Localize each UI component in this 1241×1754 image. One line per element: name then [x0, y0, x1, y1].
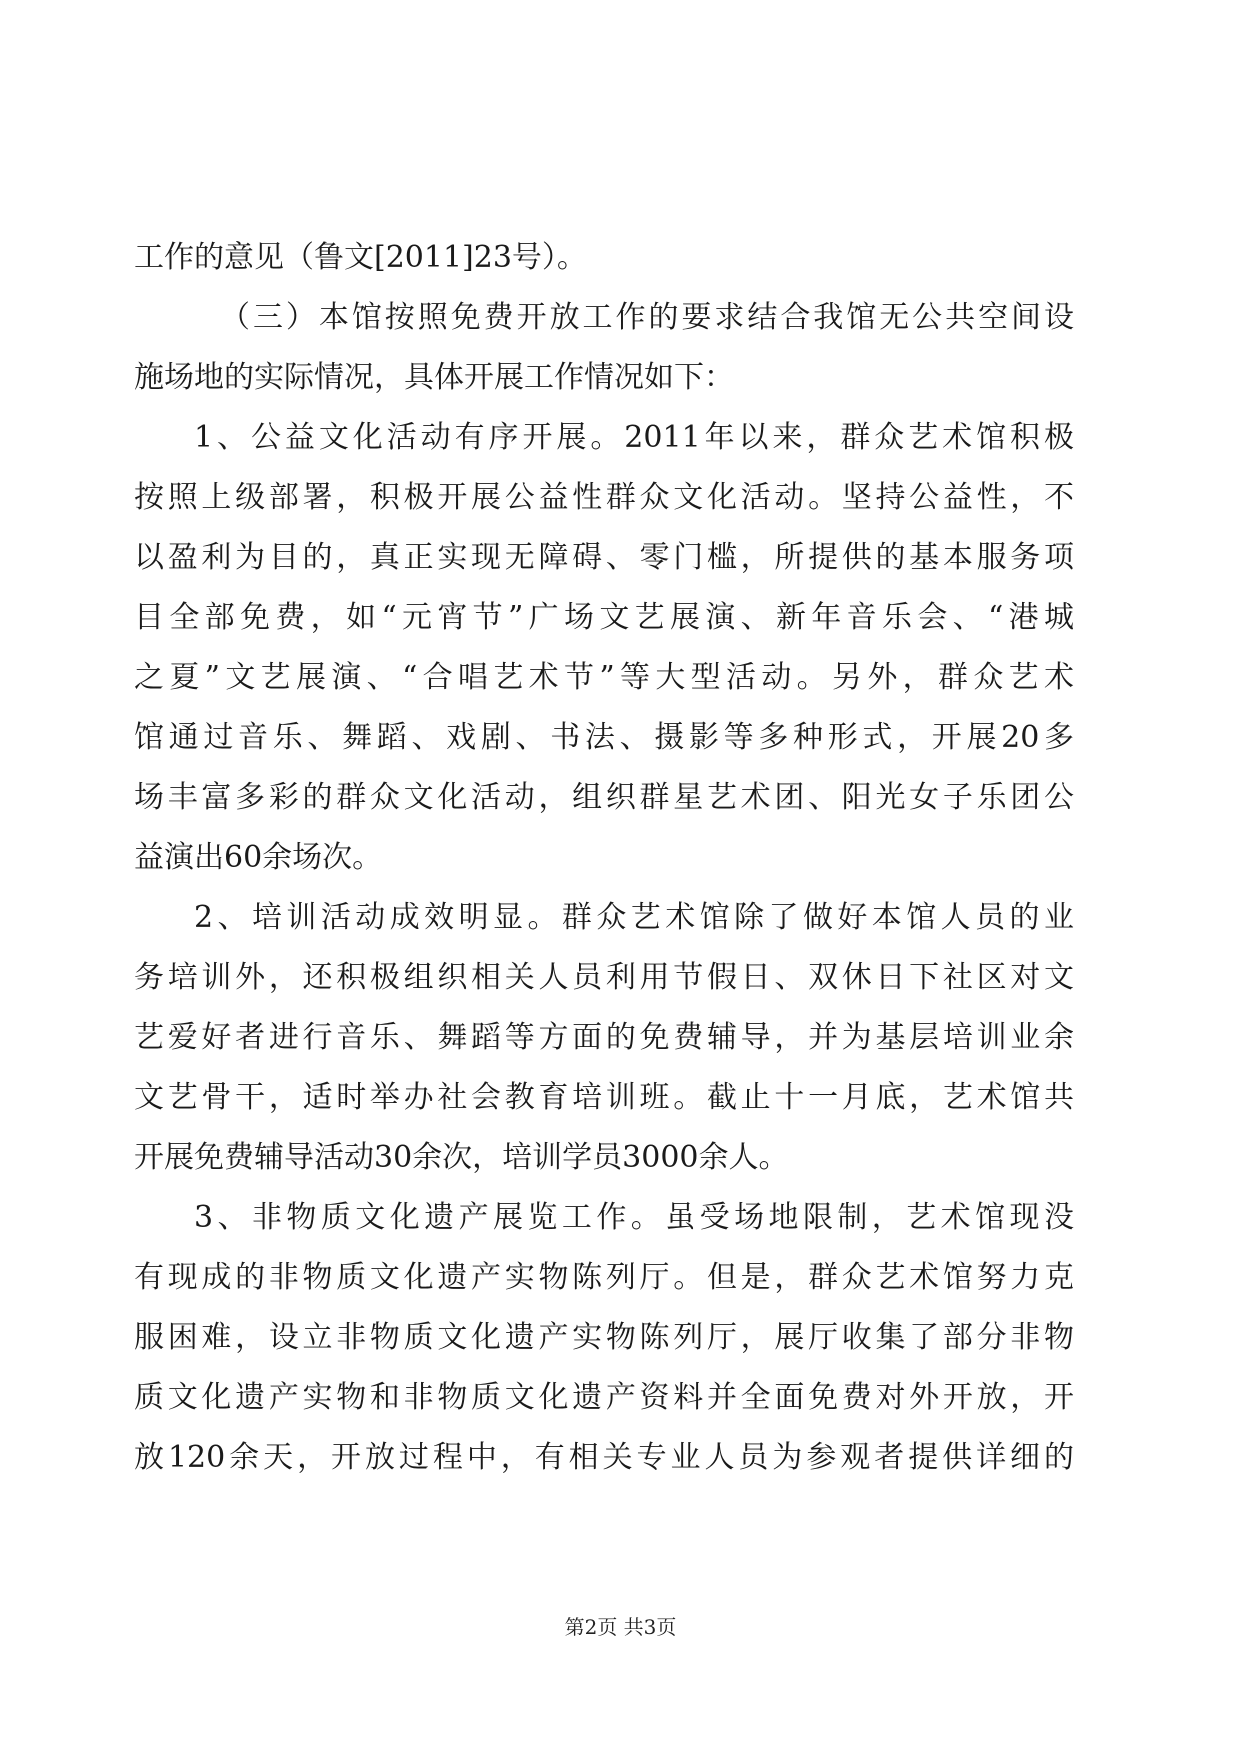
text-line: 以盈利为目的，真正实现无障碍、零门槛，所提供的基本服务项 — [134, 540, 1074, 575]
text-line: 场丰富多彩的群众文化活动，组织群星艺术团、阳光女子乐团公 — [134, 780, 1074, 815]
text-line: 工作的意见（鲁文[2011]23号）。 — [134, 240, 587, 275]
text-line: 之夏”文艺展演、“合唱艺术节”等大型活动。另外，群众艺术 — [134, 660, 1074, 695]
paragraph-first-line: 2、培训活动成效明显。群众艺术馆除了做好本馆人员的业 — [194, 900, 1074, 935]
text-line: 文艺骨干，适时举办社会教育培训班。截止十一月底，艺术馆共 — [134, 1080, 1074, 1115]
text-line: 放120余天，开放过程中，有相关专业人员为参观者提供详细的 — [134, 1440, 1074, 1475]
text-line: 施场地的实际情况，具体开展工作情况如下： — [134, 360, 734, 395]
text-line: 目全部免费，如“元宵节”广场文艺展演、新年音乐会、“港城 — [134, 600, 1074, 635]
document-body — [134, 228, 1074, 1488]
section-heading-line: （三）本馆按照免费开放工作的要求结合我馆无公共空间设 — [220, 300, 1074, 335]
text-line: 服困难，设立非物质文化遗产实物陈列厅，展厅收集了部分非物 — [134, 1320, 1074, 1355]
text-line: 有现成的非物质文化遗产实物陈列厅。但是，群众艺术馆努力克 — [134, 1260, 1074, 1295]
text-line: 质文化遗产实物和非物质文化遗产资料并全面免费对外开放，开 — [134, 1380, 1074, 1415]
paragraph-first-line: 3、非物质文化遗产展览工作。虽受场地限制，艺术馆现没 — [194, 1200, 1074, 1235]
text-line: 务培训外，还积极组织相关人员利用节假日、双休日下社区对文 — [134, 960, 1074, 995]
text-line: 馆通过音乐、舞蹈、戏剧、书法、摄影等多种形式，开展20多 — [134, 720, 1074, 755]
text-line: 开展免费辅导活动30余次，培训学员3000余人。 — [134, 1140, 789, 1175]
text-line: 艺爱好者进行音乐、舞蹈等方面的免费辅导，并为基层培训业余 — [134, 1020, 1074, 1055]
paragraph-first-line: 1、公益文化活动有序开展。2011年以来，群众艺术馆积极 — [194, 420, 1074, 455]
page-number-footer: 第2页 共3页 — [564, 1615, 677, 1639]
text-line: 按照上级部署，积极开展公益性群众文化活动。坚持公益性，不 — [134, 480, 1074, 515]
text-line: 益演出60余场次。 — [134, 840, 383, 875]
